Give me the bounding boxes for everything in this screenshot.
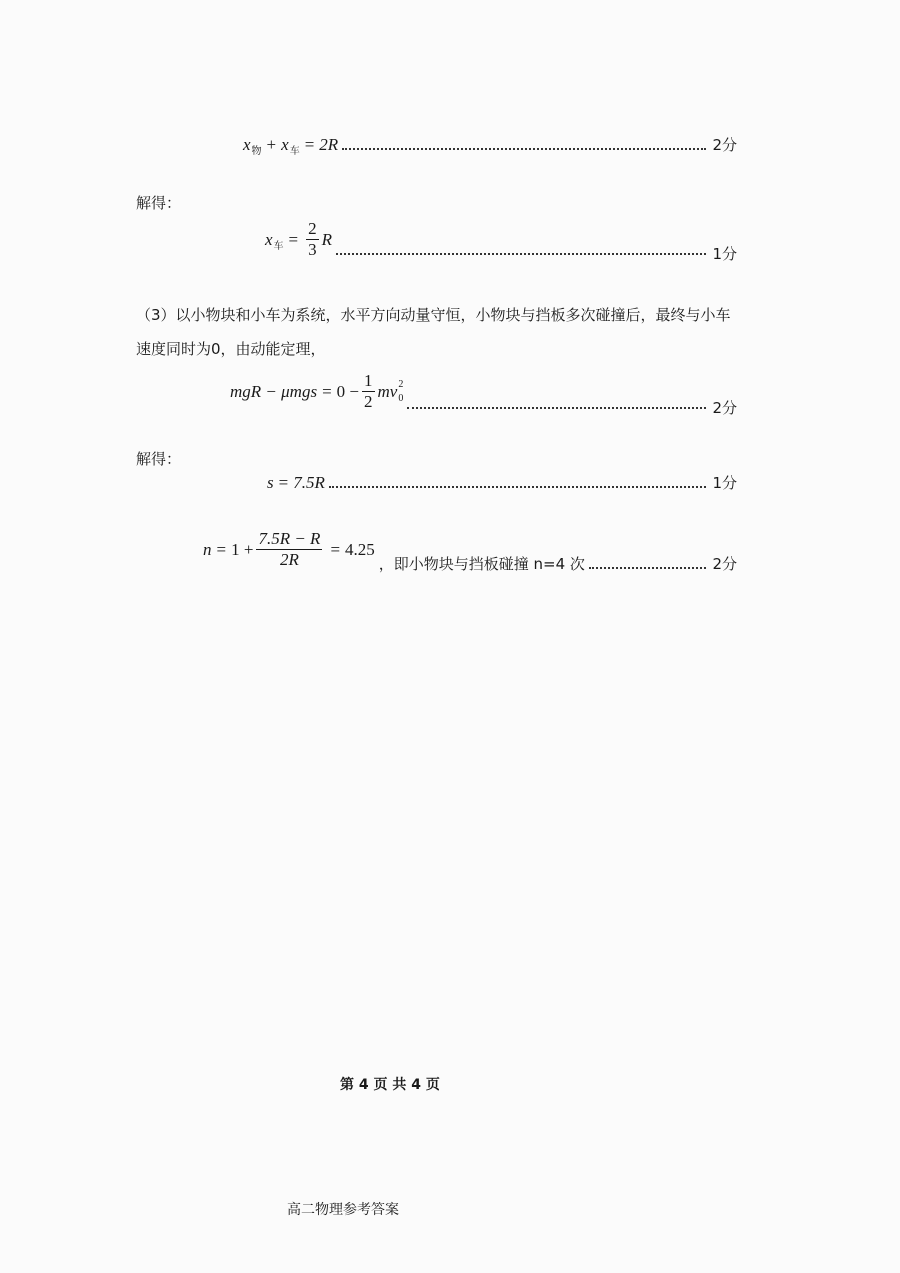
- rhs-value: 7.5R: [293, 472, 325, 492]
- sub-sup-pair: [398, 378, 404, 404]
- equals-sign: =: [330, 539, 341, 559]
- equation-4: [267, 472, 737, 493]
- paragraph-line-1: （3）以小物块和小车为系统，水平方向动量守恒，小物块与挡板多次碰撞后，最终与小车: [136, 306, 731, 324]
- fraction-expression: [256, 530, 322, 569]
- dot-leader: [336, 253, 706, 255]
- zero-minus: 0 −: [336, 381, 359, 401]
- var-s: s: [267, 472, 274, 492]
- equals-sign: =: [322, 381, 332, 401]
- solve-label-1: 解得：: [136, 194, 182, 212]
- var-x: x: [243, 134, 251, 154]
- fraction-denominator: 2: [364, 392, 373, 411]
- one-plus: 1 +: [231, 539, 254, 559]
- paragraph-part-3: [136, 298, 746, 366]
- equation-3: [230, 371, 737, 417]
- solve-label-2: 解得：: [136, 450, 182, 468]
- equation-1: [243, 134, 737, 155]
- fraction-numerator: 2: [308, 219, 317, 238]
- score-label: 2分: [712, 136, 737, 154]
- score-label: 1分: [712, 245, 737, 263]
- score-label: 2分: [712, 399, 737, 417]
- fraction-denominator: 2R: [279, 550, 299, 569]
- paragraph-line-2: 速度同时为0，由动能定理，: [136, 340, 326, 358]
- var-x: x: [265, 229, 273, 249]
- equation-5: [203, 529, 737, 573]
- fraction-numerator: 7.5R − R: [258, 529, 321, 548]
- var-n: n: [203, 539, 212, 559]
- document-title: 高二物理参考答案: [287, 1202, 399, 1218]
- subscript-car: 车: [289, 146, 300, 157]
- fraction-numerator: 1: [364, 371, 373, 390]
- score-label: 1分: [712, 474, 737, 492]
- fraction-denominator: 3: [308, 240, 317, 259]
- fraction-one-half: [362, 372, 375, 411]
- superscript-2: 2: [398, 378, 404, 390]
- lhs-expression: mgR − μmgs: [230, 381, 318, 401]
- score-label: 2分: [712, 555, 737, 573]
- equation-2: [265, 219, 737, 263]
- equation-4-formula: [267, 473, 325, 493]
- var-x: x: [281, 134, 289, 154]
- equals-sign: =: [278, 472, 289, 492]
- var-mv: mv: [377, 381, 398, 401]
- dot-leader: [329, 486, 707, 488]
- subscript-0: 0: [398, 392, 404, 404]
- result-value: 4.25: [345, 539, 375, 559]
- dot-leader: [407, 407, 706, 409]
- rhs-value: 2R: [319, 134, 339, 154]
- page-number: 第 4 页 共 4 页: [340, 1077, 440, 1093]
- equals-sign: =: [304, 134, 315, 154]
- equation-3-formula: [230, 372, 403, 411]
- equals-sign: =: [288, 229, 299, 249]
- subscript-object: 物: [251, 146, 262, 157]
- equals-sign: =: [216, 539, 227, 559]
- subscript-car: 车: [273, 241, 284, 252]
- var-R: R: [321, 229, 333, 249]
- plus-sign: +: [266, 134, 277, 154]
- dot-leader: [342, 148, 706, 150]
- collision-note: ，即小物块与挡板碰撞 n=4 次: [378, 555, 585, 573]
- fraction-two-thirds: [306, 220, 319, 259]
- equation-1-formula: [243, 135, 338, 155]
- equation-2-formula: [265, 220, 332, 259]
- equation-5-formula: [203, 530, 375, 569]
- dot-leader: [589, 567, 707, 569]
